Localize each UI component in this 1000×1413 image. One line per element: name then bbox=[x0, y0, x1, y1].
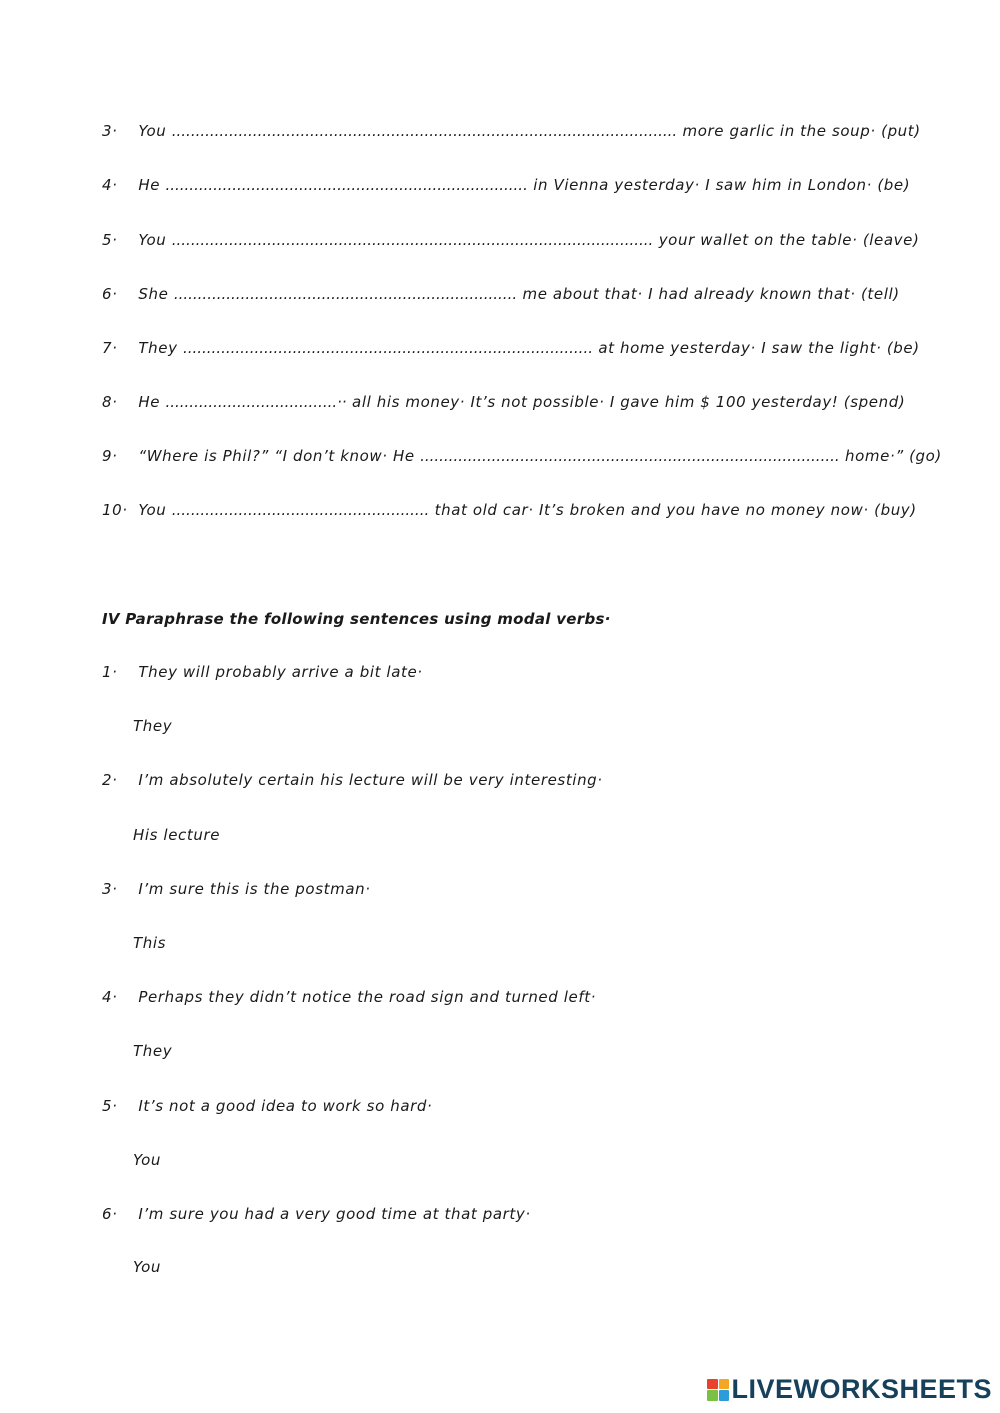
exercise-4-item bbox=[102, 1097, 432, 1115]
item-number: 8· bbox=[102, 393, 118, 411]
exercise-4-heading: IV Paraphrase the following sentences using modal verbs· bbox=[102, 610, 611, 628]
item-subject: You bbox=[138, 501, 167, 519]
item-number: 4· bbox=[102, 176, 118, 194]
answer-blank[interactable]: ........................................................................................ bbox=[420, 447, 840, 465]
item-rest: that old car· It’s broken and you have no money now· (buy) bbox=[434, 501, 917, 519]
answer-blank[interactable]: ...................................................... bbox=[171, 501, 430, 519]
item-number: 10· bbox=[102, 501, 128, 519]
answer-field[interactable]: They bbox=[133, 1042, 173, 1060]
exercise-3-item bbox=[102, 339, 920, 357]
item-rest: home·” (go) bbox=[845, 447, 942, 465]
exercise-4-item bbox=[102, 663, 423, 681]
item-rest: at home yesterday· I saw the light· (be) bbox=[598, 339, 920, 357]
item-subject: They bbox=[138, 339, 178, 357]
item-number: 3· bbox=[102, 880, 118, 898]
item-number: 7· bbox=[102, 339, 118, 357]
exercise-3-item bbox=[102, 285, 900, 303]
logo-square bbox=[719, 1379, 730, 1390]
item-subject: You bbox=[138, 122, 167, 140]
item-sentence: I’m absolutely certain his lecture will be very interesting· bbox=[138, 771, 603, 789]
liveworksheets-logo bbox=[707, 1374, 992, 1405]
answer-blank[interactable]: .......................................................................................................... bbox=[171, 122, 678, 140]
item-subject: “Where is Phil?” “I don’t know· He bbox=[138, 447, 415, 465]
item-rest: me about that· I had already known that· (tell) bbox=[522, 285, 900, 303]
item-number: 5· bbox=[102, 1097, 118, 1115]
item-subject: She bbox=[138, 285, 169, 303]
item-rest: your wallet on the table· (leave) bbox=[658, 231, 920, 249]
exercise-4-item bbox=[102, 988, 596, 1006]
exercise-3-item bbox=[102, 393, 905, 411]
item-rest: all his money· It’s not possible· I gave him $ 100 yesterday! (spend) bbox=[352, 393, 906, 411]
exercise-3-item bbox=[102, 231, 919, 249]
exercise-4-item bbox=[102, 771, 603, 789]
item-sentence: I’m sure this is the postman· bbox=[138, 880, 371, 898]
exercise-3-item bbox=[102, 176, 910, 194]
item-subject: You bbox=[138, 231, 167, 249]
answer-blank[interactable]: ....................................·· bbox=[165, 393, 347, 411]
answer-blank[interactable]: ........................................................................ bbox=[173, 285, 518, 303]
answer-field[interactable]: They bbox=[133, 717, 173, 735]
item-sentence: Perhaps they didn’t notice the road sign and turned left· bbox=[138, 988, 597, 1006]
logo-text: LIVEWORKSHEETS bbox=[731, 1374, 992, 1404]
answer-blank[interactable]: ............................................................................ bbox=[165, 176, 528, 194]
item-number: 2· bbox=[102, 771, 118, 789]
item-number: 1· bbox=[102, 663, 118, 681]
exercise-3-item bbox=[102, 122, 921, 140]
item-number: 3· bbox=[102, 122, 118, 140]
item-sentence: It’s not a good idea to work so hard· bbox=[138, 1097, 433, 1115]
item-subject: He bbox=[138, 393, 161, 411]
exercise-4-item bbox=[102, 880, 371, 898]
item-number: 5· bbox=[102, 231, 118, 249]
answer-field[interactable]: You bbox=[133, 1151, 161, 1169]
item-number: 6· bbox=[102, 285, 118, 303]
item-number: 4· bbox=[102, 988, 118, 1006]
exercise-3-item bbox=[102, 501, 917, 519]
item-number: 9· bbox=[102, 447, 118, 465]
answer-field[interactable]: You bbox=[133, 1258, 161, 1276]
logo-mark-icon bbox=[707, 1379, 729, 1401]
item-rest: in Vienna yesterday· I saw him in London· (be) bbox=[533, 176, 911, 194]
exercise-3-item bbox=[102, 447, 942, 465]
item-subject: He bbox=[138, 176, 161, 194]
logo-square bbox=[719, 1390, 730, 1401]
item-number: 6· bbox=[102, 1205, 118, 1223]
answer-field[interactable]: This bbox=[133, 934, 167, 952]
logo-square bbox=[707, 1379, 718, 1390]
item-sentence: They will probably arrive a bit late· bbox=[138, 663, 423, 681]
answer-field[interactable]: His lecture bbox=[133, 826, 221, 844]
answer-blank[interactable]: ...................................................................................... bbox=[182, 339, 593, 357]
exercise-4-item bbox=[102, 1205, 531, 1223]
item-rest: more garlic in the soup· (put) bbox=[682, 122, 921, 140]
logo-square bbox=[707, 1390, 718, 1401]
item-sentence: I’m sure you had a very good time at that party· bbox=[138, 1205, 531, 1223]
answer-blank[interactable]: ..................................................................................................... bbox=[171, 231, 654, 249]
